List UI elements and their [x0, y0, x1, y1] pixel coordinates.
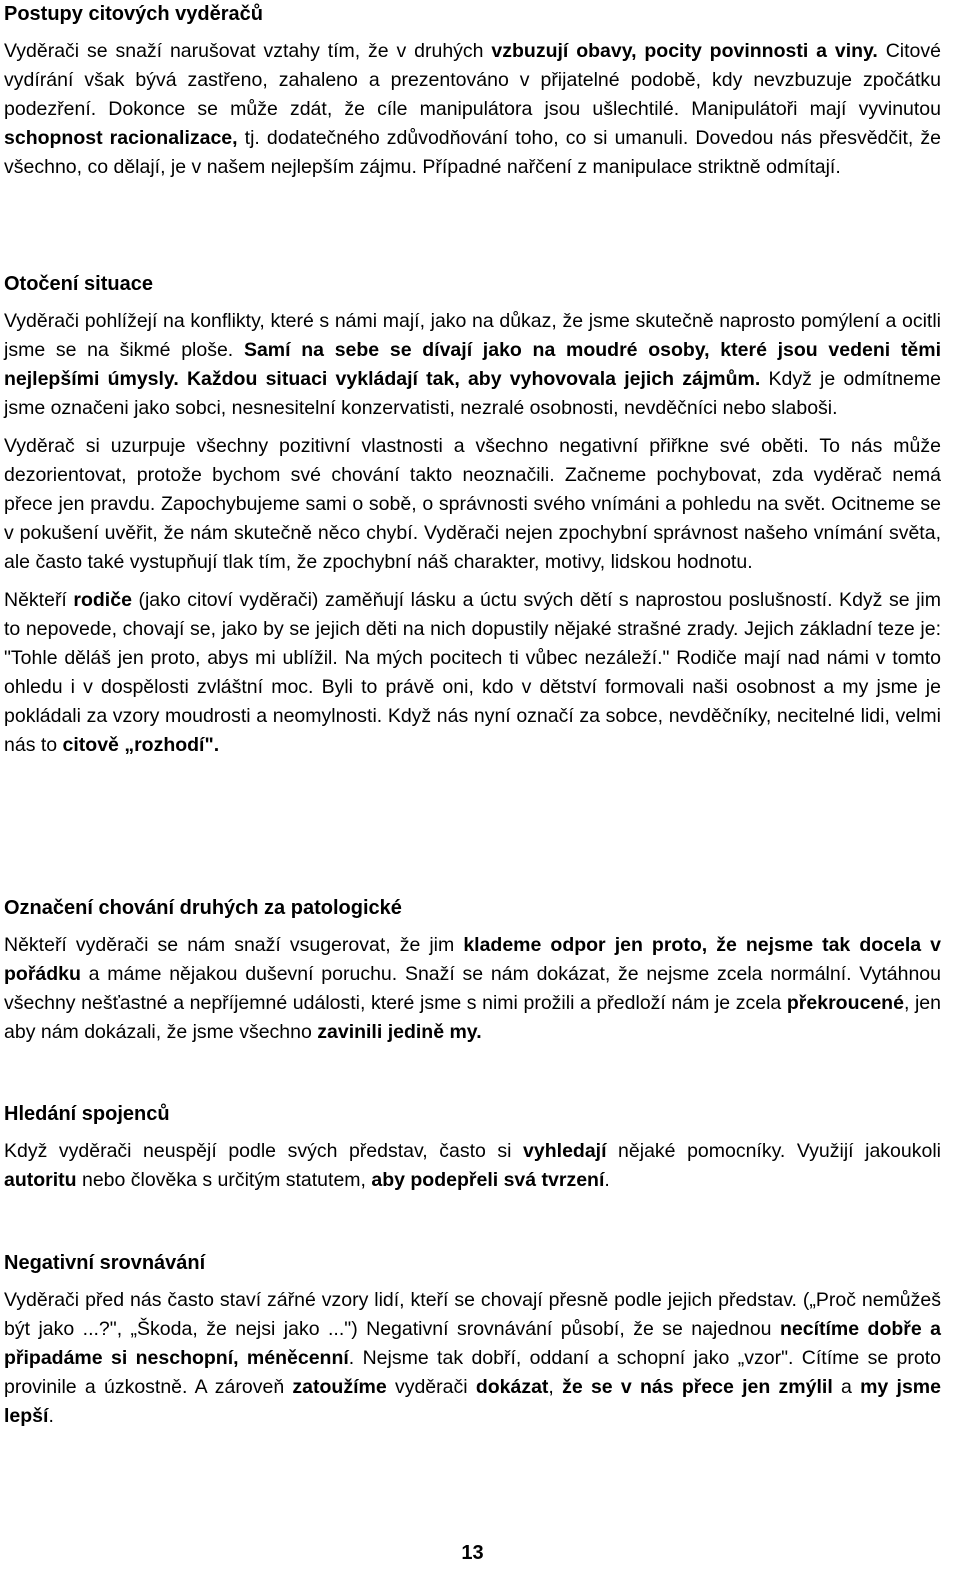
section-heading: Negativní srovnávání: [4, 1252, 206, 1274]
section-oznaceni: [4, 894, 941, 1047]
section-heading: Hledání spojenců: [4, 1103, 170, 1125]
section-otoceni: [4, 270, 941, 760]
section-heading: Označení chování druhých za patologické: [4, 897, 402, 919]
text-run: Když vyděrači neuspějí podle svých představ, často si: [4, 1140, 524, 1162]
text-run: , jen aby nám dokázali, že jsme všechno: [4, 992, 941, 1043]
bold-text: překroucené: [786, 992, 904, 1014]
paragraph: [4, 307, 941, 423]
text-run: nějaké pomocníky. Využijí jakoukoli: [606, 1140, 941, 1162]
paragraph: [4, 1286, 941, 1431]
text-run: (jako citoví vyděrači) zaměňují lásku a úctu svých dětí s naprostou poslušností. Když se jim to nepovede, chovají se, jako by se jejich děti na nich dopustily nějaké strašné zrady. Jejich základní teze je: "Tohle děláš jen proto, abys mi ublížil. Na mých pocitech ti vůbec nezáleží." Rodiče mají nad námi v tomto ohledu i v dospělosti zvláštní moc. Byli to právě oni, kdo v dětství formovali naši osobnost a my jsme je pokládali za vzory moudrosti a neomylnosti. Když nás nyní označí za sobce, nevděčníky, necitelné lidi, velmi nás to: [4, 589, 941, 756]
text-run: vyděrači: [386, 1376, 476, 1398]
bold-text: zavinili jedině my.: [317, 1021, 482, 1043]
text-run: Vyděrači před nás často staví zářné vzory lidí, kteří se chovají přesně podle jejich představ. („Proč nemůžeš být jako ...?", „Škoda, že nejsi jako ...") Negativní srovnávání působí, že se najednou: [4, 1289, 941, 1340]
text-run: Když je odmítneme jsme označeni jako sobci, nesnesitelní konzervatisti, nezralé osobnosti, nevděčníci nebo slaboši.: [4, 368, 941, 419]
text-run: .: [48, 1405, 54, 1427]
bold-text: Samí na sebe se dívají jako na moudré osoby, které jsou vedeni těmi nejlepšími úmysly. Každou situaci vykládají tak, aby vyhovovala jejich zájmům.: [4, 339, 941, 390]
text-run: Vyděrač si uzurpuje všechny pozitivní vlastnosti a všechno negativní přiřkne své oběti. To nás může dezorientovat, protože bychom své chování takto neoznačili. Začneme pochybovat, zda vyděrač nemá přece jen pravdu. Zapochybujeme sami o sobě, o správnosti svého vnímáni a pohledu na svět. Ocitneme se v pokušení uvěřit, že nám skutečně něco chybí. Vyděrači nejen zpochybní správnost našeho vnímání světa, ale často také vystupňují tlak tím, že zpochybní náš charakter, motivy, lidskou hodnotu.: [4, 435, 941, 573]
section-heading: Otočení situace: [4, 273, 153, 295]
bold-text: dokázat: [475, 1376, 549, 1398]
bold-text: citově „rozhodí".: [62, 734, 220, 756]
bold-text: schopnost racionalizace,: [4, 127, 238, 149]
text-run: ,: [548, 1376, 563, 1398]
text-run: Někteří vyděrači se nám snaží vsugerovat, že jim: [4, 934, 464, 956]
text-run: nebo člověka s určitým statutem,: [76, 1169, 372, 1191]
bold-text: vyhledají: [523, 1140, 607, 1162]
paragraph: [4, 432, 941, 577]
bold-text: že se v nás přece jen zmýlil: [562, 1376, 833, 1398]
paragraph: [4, 586, 941, 760]
section-hledani: [4, 1100, 941, 1195]
bold-text: klademe odpor jen proto, že nejsme tak docela v pořádku: [4, 934, 942, 985]
text-run: .: [604, 1169, 610, 1191]
paragraph: [4, 1137, 941, 1195]
text-run: Citové vydírání však bývá zastřeno, zahaleno a prezentováno v přijatelné podobě, kdy nevzbuzuje zpočátku podezření. Dokonce se může zdát, že cíle manipulátora jsou ušlechtilé. Manipulátoři mají vyvinutou: [4, 40, 941, 120]
bold-text: rodiče: [73, 589, 132, 611]
text-run: Někteří: [4, 589, 74, 611]
text-run: a: [832, 1376, 861, 1398]
bold-text: aby podepřeli svá tvrzení: [371, 1169, 605, 1191]
bold-text: zatoužíme: [292, 1376, 387, 1398]
paragraph: [4, 931, 941, 1047]
bold-text: necítíme dobře a připadáme si neschopní, méněcenní: [4, 1318, 941, 1369]
text-run: tj. dodatečného zdůvodňování toho, co si umanuli. Dovedou nás přesvědčit, že všechno, co dělají, je v našem nejlepším zájmu. Případné nařčení z manipulace striktně odmítají.: [4, 127, 941, 178]
section-negativni: [4, 1249, 941, 1431]
text-run: Vyděrači pohlížejí na konflikty, které s námi mají, jako na důkaz, že jsme skutečně naprosto pomýlení a ocitli jsme se na šikmé ploše.: [4, 310, 941, 361]
paragraph: [4, 37, 941, 182]
text-run: Vyděrači se snaží narušovat vztahy tím, že v druhých: [4, 40, 492, 62]
section-heading: Postupy citových vyděračů: [4, 3, 263, 25]
section-postupy: [4, 0, 941, 182]
page-number: 13: [461, 1542, 484, 1564]
text-run: a máme nějakou duševní poruchu. Snaží se nám dokázat, že nejsme zcela normální. Vytáhnou všechny nešťastné a nepříjemné události, které jsme s nimi prožili a předloží nám je zcela: [4, 963, 941, 1014]
bold-text: my jsme lepší: [4, 1376, 941, 1427]
text-run: . Nejsme tak dobří, oddaní a schopní jako „vzor". Cítíme se proto provinile a úzkostně. A zároveň: [4, 1347, 941, 1398]
bold-text: vzbuzují obavy, pocity povinnosti a viny.: [491, 40, 878, 62]
bold-text: autoritu: [4, 1169, 77, 1191]
